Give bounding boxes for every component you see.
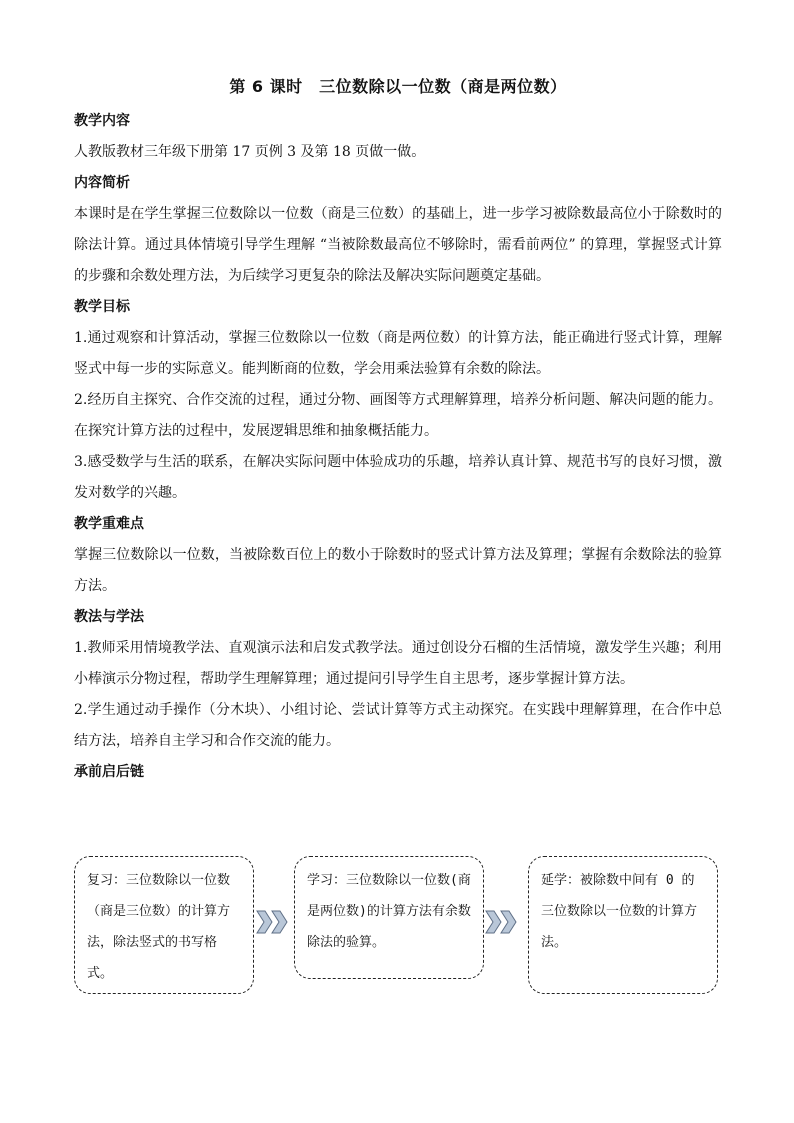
document-page (74, 72, 722, 981)
double-chevron-icon (255, 909, 291, 935)
double-chevron-icon (484, 909, 520, 935)
page-title: 第 6 课时 三位数除以一位数（商是两位数） (229, 77, 567, 96)
objective-item-2: 2.经历自主探究、合作交流的过程，通过分物、画图等方式理解算理，培养分析问题、解决问题的能力。在探究计算方法的过程中，发展逻辑思维和抽象概括能力。 (74, 392, 722, 439)
heading-objectives: 教学目标 (74, 299, 130, 315)
method-item-2: 2.学生通过动手操作（分木块）、小组讨论、尝试计算等方式主动探究。在实践中理解算理，在合作中总结方法，培养自主学习和合作交流的能力。 (74, 702, 722, 749)
objective-item-3: 3.感受数学与生活的联系，在解决实际问题中体验成功的乐趣，培养认真计算、规范书写的良好习惯，激发对数学的兴趣。 (74, 454, 722, 501)
method-item-1: 1.教师采用情境教学法、直观演示法和启发式教学法。通过创设分石榴的生活情境，激发学生兴趣；利用小棒演示分物过程，帮助学生理解算理；通过提问引导学生自主思考，逐步掌握计算方法。 (74, 640, 722, 687)
chain-extend-box: 延学：被除数中间有 0 的三位数除以一位数的计算方法。 (528, 856, 718, 994)
content-text: 人教版教材三年级下册第 17 页例 3 及第 18 页做一做。 (74, 144, 426, 160)
objective-item-1: 1.通过观察和计算活动，掌握三位数除以一位数（商是两位数）的计算方法，能正确进行竖式计算，理解竖式中每一步的实际意义。能判断商的位数，学会用乘法验算有余数的除法。 (74, 330, 722, 377)
heading-methods: 教法与学法 (74, 609, 144, 625)
heading-analysis: 内容简析 (74, 175, 130, 191)
chain-learn-box: 学习：三位数除以一位数(商是两位数)的计算方法有余数除法的验算。 (294, 856, 484, 979)
heading-chain: 承前启后链 (74, 764, 144, 780)
heading-content: 教学内容 (74, 113, 130, 129)
key-points-text: 掌握三位数除以一位数，当被除数百位上的数小于除数时的竖式计算方法及算理；掌握有余数除法的验算方法。 (74, 547, 722, 594)
learning-chain (74, 856, 722, 996)
heading-key-points: 教学重难点 (74, 516, 144, 532)
analysis-text: 本课时是在学生掌握三位数除以一位数（商是三位数）的基础上，进一步学习被除数最高位小于除数时的除法计算。通过具体情境引导学生理解 “当被除数最高位不够除时，需看前两位” 的算理，掌握竖式计算的步骤和余数处理方法，为后续学习更复杂的除法及解决实际问题奠定基础。 (74, 206, 722, 284)
chain-review-box: 复习：三位数除以一位数（商是三位数）的计算方法，除法竖式的书写格式。 (74, 856, 254, 994)
